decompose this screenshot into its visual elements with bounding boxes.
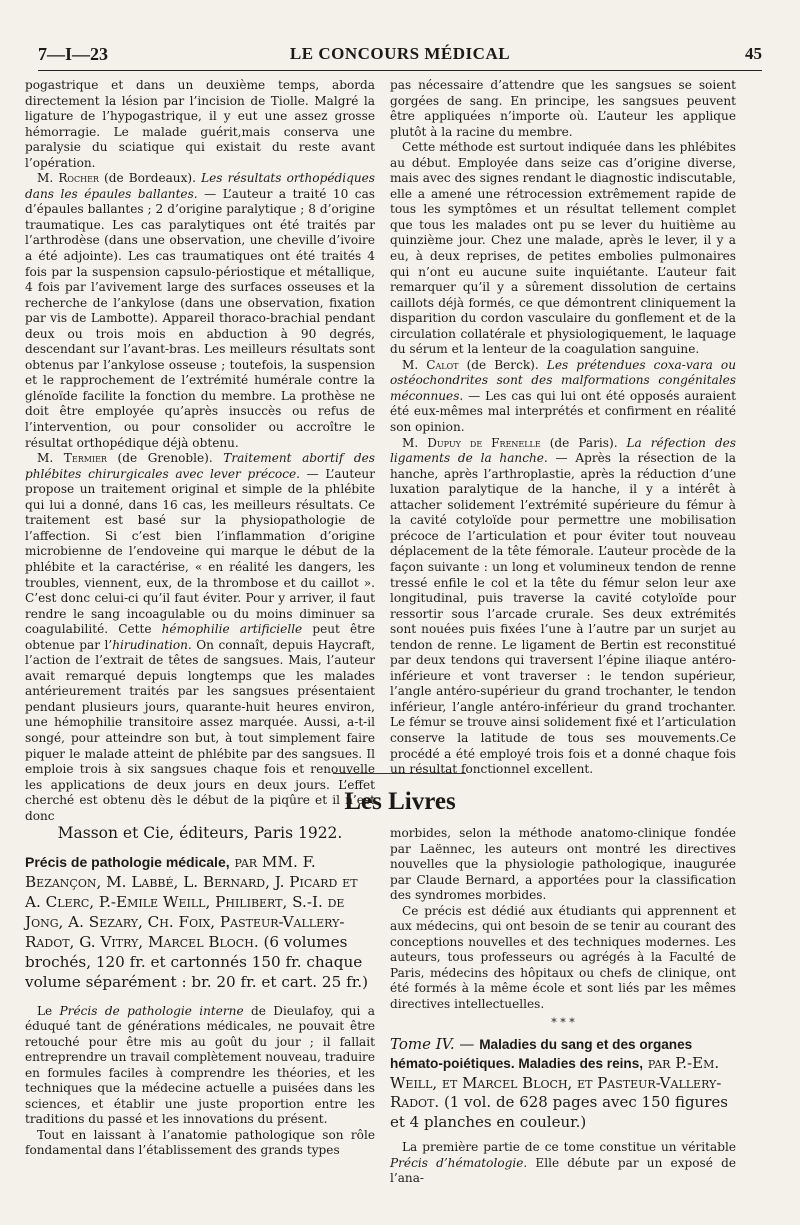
paragraph-termier bbox=[25, 451, 375, 824]
journal-title: LE CONCOURS MÉDICAL bbox=[289, 44, 511, 63]
author-place: (de Berck). bbox=[458, 357, 547, 372]
article-title: Les prétendues coxa-vara ou ostéochondrites sont des malformations congénitales méconnues. bbox=[390, 357, 737, 403]
author-name: M. Termier bbox=[37, 451, 107, 466]
page-number: 45 bbox=[745, 44, 762, 63]
article-text: — L’auteur propose un traitement original et simple de la phlébite qui lui a donné, dans 16 cas, les meilleurs résultats. Ce traitement est basé sur la physiopathologie de l’affection. Si c’est bien l’inflammation d’origine microbienne de l’endoveine qui marque le début de la phlébite et la caractérise, « en réalité les dangers, les troubles, viennent, eux, de la thrombose et du caillot ». C’est donc celui-ci qu’il faut éviter. Pour y arriver, il faut rendre le sang incoagulable ou du moins diminuer sa coagulabilité. Cette bbox=[25, 466, 375, 637]
section-divider bbox=[333, 773, 466, 774]
paragraph-calot bbox=[390, 358, 736, 436]
italic-term: hémophilie artificielle bbox=[161, 622, 303, 637]
paragraph: Ce précis est dédié aux étudiants qui apprennent et aux médecins, qui ont besoin de se tenir au courant des conceptions nouvelles et des techniques modernes. Les auteurs, tous professeurs ou agrégés à la Faculté de Paris, médecins des hôpitaux ou chefs de clinique, ont été formés à la même école et sont liés par les mêmes directives intellectuelles. bbox=[390, 903, 736, 1012]
text: Elle débute par un exposé de l’ana- bbox=[390, 1155, 736, 1186]
right-column-bottom bbox=[390, 826, 736, 1187]
paragraph bbox=[390, 1140, 736, 1187]
paragraph-dupuy bbox=[390, 436, 736, 778]
author-name: M. Dupuy de Frenelle bbox=[402, 435, 541, 450]
paragraph bbox=[25, 1004, 375, 1128]
text: Le bbox=[37, 1003, 60, 1018]
page-header bbox=[38, 40, 762, 68]
book-entry bbox=[25, 852, 375, 992]
article-text: — Les cas qui lui ont été opposés auraient été eux-mêmes mal interprétés et confirment en réalité son opinion. bbox=[390, 388, 736, 435]
article-title: Traitement abortif des phlébites chirurgicales avec lever précoce. bbox=[25, 451, 375, 481]
publisher-line: Masson et Cie, éditeurs, Paris 1922. bbox=[57, 824, 343, 842]
italic-term: Précis de pathologie interne bbox=[59, 1003, 244, 1018]
paragraph: morbides, selon la méthode anatomo-clinique fondée par Laënnec, les auteurs ont montré les directives nouvelles que la physiologie pathologique, inaugurée par Claude Bernard, a apportées pour la classification des syndromes morbides. bbox=[390, 826, 736, 903]
separator-stars: * * * bbox=[551, 1015, 575, 1029]
italic-term: hirudination. bbox=[112, 637, 192, 652]
left-column-top bbox=[25, 78, 375, 824]
author-name: M. Calot bbox=[402, 357, 459, 372]
article-text: — Après la résection de la hanche, après l’arthroplastie, après la réduction d’une luxation paralytique de la hanche, il y a intérêt à attacher solidement l’extrémité supérieure du fémur à la cavité cotyloïde pour permettre une mobilisation précoce de l’articulation et pour éviter tout nouveau déplacement de la tête fémorale. L’auteur procède de la façon suivante : un long et volumineux tendon de renne tressé enfile le col et la tête du fémur selon leur axe longitudinal, puis traverse la cavité cotyloïde pour ressortir sous l’arcade crurale. Ses deux extrémités sont nouées puis fixées l’une à l’autre par un surjet au tendon de renne. Le ligament de Bertin est reconstitué par deux tendons qui traversent l’épine iliaque antéro-inférieure et vont traverser : le tendon supérieur, l’angle antéro-supérieur du grand trochanter, le tendon inférieur, l’angle antéro-inférieur du grand trochanter. Le fémur se trouve ainsi solidement fixé et l’articulation conserve la latitude de tous ses mouvements.Ce procédé a été employé trois fois et a donné chaque fois un résultat fonctionnel excellent. bbox=[390, 451, 736, 777]
tome-authors: par P.-Em. Weill, et Marcel Bloch, et Pasteur-Vallery-Radot. bbox=[390, 1054, 722, 1112]
book-title: Précis de pathologie médicale, bbox=[25, 853, 230, 870]
book-details: (6 volumes brochés, 120 fr. et cartonnés 150 fr. chaque volume séparément : br. 20 fr. et cart. 25 fr.) bbox=[25, 932, 369, 991]
tome-details: (1 vol. de 628 pages avec 150 figures et 4 planches en couleur.) bbox=[390, 1093, 728, 1131]
article-text: On connaît, depuis Haycraft, l’action de l’extrait de têtes de sangsues. Mais, l’auteur avait remarqué depuis longtemps que les malades antérieurement traités par les sangsues présentaient pendant plusieurs jours, quarante-huit heures environ, une hémophilie transitoire assez marquée. Aussi, a-t-il songé, pour atteindre son but, à tout simplement faire piquer le malade atteint de phlébite par des sangsues. Il emploie trois à six sangsues chaque fois et renouvelle les applications de deux jours en deux jours. L’effet cherché est obtenu dès le début de la piqûre et il n’est donc bbox=[25, 637, 375, 823]
right-column-top bbox=[390, 78, 736, 778]
paragraph: pogastrique et dans un deuxième temps, aborda directement la lésion par l’incision de Tiolle. Malgré la ligature de l’hypogastrique, il y eut une assez grosse hémorragie. Le malade guérit,mais conserva une paralysie du sciatique qui existait du reste avant l’opération. bbox=[25, 78, 375, 170]
paragraph: Cette méthode est surtout indiquée dans les phlébites au début. Employée dans seize cas d’origine diverse, mais avec des signes rendant le diagnostic indiscutable, elle a amené une rétrocession extrêmement rapide de tous les symptômes et un résultat tellement complet que tous les malades ont pu se lever du huitième au quinzième jour. Chez une malade, après le lever, il y a eu, à deux reprises, de petites embolies pulmonaires qui n’ont eu aucune suite inquiétante. L’auteur fait remarquer qu’il y a sûrement dissolution de certains caillots déjà formés, ce que démontrent cliniquement la disparition du cordon vasculaire du gonflement et de la circulation collatérale et physiologiquement, le laquage du sérum et la lenteur de la coagulation sanguine. bbox=[390, 140, 736, 357]
article-title: La réfection des ligaments de la hanche. bbox=[390, 435, 736, 466]
paragraph: pas nécessaire d’attendre que les sangsues se soient gorgées de sang. En principe, les sangsues peuvent être appliquées n’importe où. L’auteur les applique plutôt à la racine du membre. bbox=[390, 78, 736, 139]
section-title: Les Livres bbox=[344, 788, 456, 815]
italic-term: Précis d’hématologie. bbox=[390, 1155, 528, 1170]
paragraph-rocher bbox=[25, 171, 375, 451]
text: La première partie de ce tome constitue un véritable bbox=[402, 1140, 736, 1155]
tome-title: Maladies du sang et des organes hémato-poiétiques. Maladies des reins, bbox=[390, 1036, 693, 1072]
tome-entry bbox=[390, 1035, 736, 1133]
issue-date: 7—I—23 bbox=[38, 44, 109, 64]
book-authors: par MM. F. Bezançon, M. Labbé, L. Bernard, J. Picard et A. Clerc, P.-Emile Weill, Philibert, S.-I. de Jong, A. Sezary, Ch. Foix, Pasteur-Vallery-Radot, G. Vitry, Marcel Bloch. bbox=[25, 852, 358, 951]
dash: — bbox=[454, 1034, 480, 1053]
tome-label: Tome IV. bbox=[390, 1034, 455, 1053]
article-title: Les résultats orthopédiques dans les épaules ballantes. bbox=[25, 171, 375, 201]
left-column-bottom bbox=[25, 826, 375, 1159]
paragraph: Tout en laissant à l’anatomie pathologique son rôle fondamental dans l’établissement des grands types bbox=[25, 1127, 375, 1158]
author-place: (de Paris). bbox=[540, 435, 627, 450]
author-place: (de Bordeaux). bbox=[98, 171, 202, 186]
article-text: — L’auteur a traité 10 cas d’épaules ballantes ; 2 d’origine paralytique ; 8 d’origine traumatique. Les cas paralytiques ont été traités par l’arthrodèse (dans une observation, une cheville d’ivoire a été adjointe). Les cas traumatiques ont été traités 4 fois par la suspension capsulo-périostique et métallique, 4 fois par l’avivement large des surfaces osseuses et la recherche de l’ankylose (dans une observation, fixation par vis de Lambotte). Appareil thoraco-brachial pendant deux ou trois mois en abduction à 90 degrés, descendant sur l’avant-bras. Les meilleurs résultats sont obtenus par l’ankylose osseuse ; toutefois, la suspension et le rapprochement de l’extrémité humérale contre la glénoïde facilite la fonction du membre. La prothèse ne doit être employée qu’après insuccès ou refus de l’intervention, ou pour consolider ou accroître le résultat orthopédique déjà obtenu. bbox=[25, 186, 375, 450]
article-text: peut être obtenue par l’ bbox=[25, 622, 375, 652]
header-rule bbox=[38, 70, 762, 71]
text: de Dieulafoy, qui a éduqué tant de générations médicales, ne pouvait être retouché pour être mis au goût du jour ; il fallait entreprendre un travail complètement nouveau, traduire en formules faciles à comprendre les théories, et les techniques que la médecine actuelle a puisées dans les sciences, et établir une juste proportion entre les traditions du passé et les innovations du présent. bbox=[25, 1003, 375, 1127]
author-name: M. Rocher bbox=[37, 171, 99, 186]
author-place: (de Grenoble). bbox=[106, 451, 224, 466]
